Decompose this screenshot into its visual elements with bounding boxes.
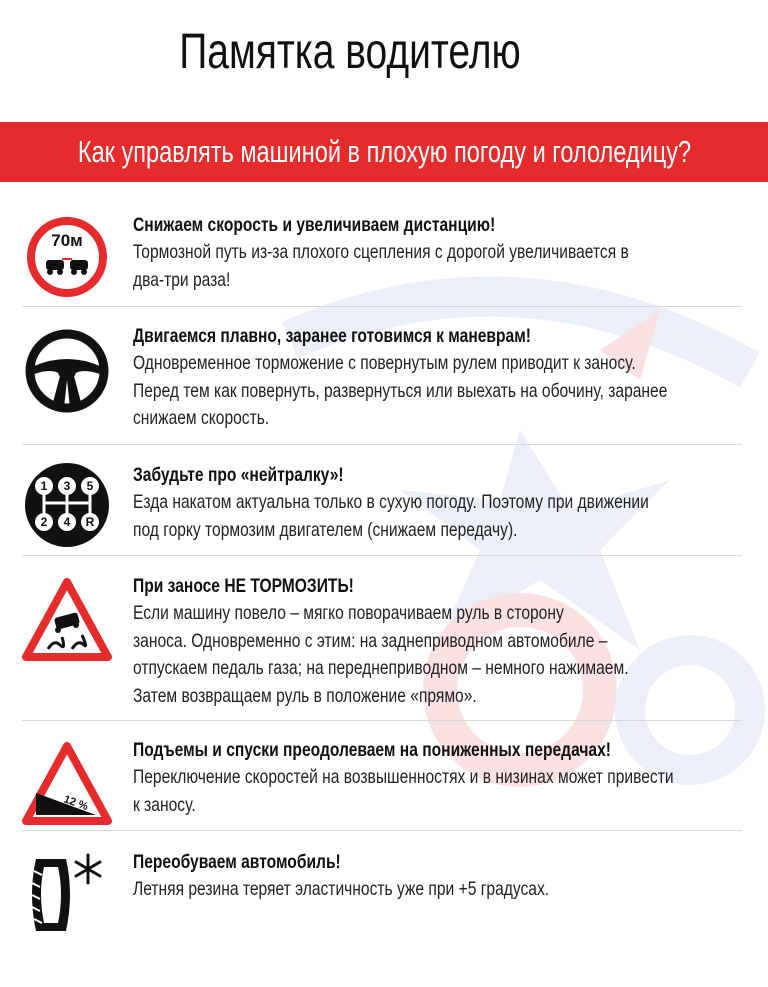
tip-heading: При заносе НЕ ТОРМОЗИТЬ!	[133, 575, 354, 597]
tip-line: под горку тормозим двигателем (снижаем передачу).	[133, 518, 518, 541]
divider	[22, 830, 742, 831]
tip-line: к заносу.	[133, 793, 196, 816]
gear-label: 2	[40, 515, 48, 529]
steep-descent-sign-icon	[22, 741, 112, 831]
grade-label: 12 %	[61, 793, 90, 814]
winter-tire-icon	[22, 849, 112, 939]
tip-line: Летняя резина теряет эластичность уже при +5 градусах.	[133, 878, 550, 900]
tip-heading: Забудьте про «нейтралку»!	[133, 464, 344, 486]
tip-line: снижаем скорость.	[133, 407, 270, 430]
banner-text: Как управлять машиной в плохую погоду и гололедицу?	[77, 134, 691, 169]
gear-label: R	[85, 515, 95, 529]
tip-line: Если машину повело – мягко поворачиваем руль в сторону	[133, 602, 564, 624]
tip-line: Переключение скоростей на возвышенностях и в низинах может привести	[133, 766, 674, 788]
gear-label: 4	[63, 515, 71, 529]
speed-limit-distance-sign-icon	[22, 212, 112, 302]
steering-wheel-icon	[22, 326, 112, 416]
divider	[22, 720, 742, 721]
tip-line: Затем возвращаем руль в положение «прямо».	[133, 684, 477, 707]
gear-shift-pattern-icon	[22, 460, 112, 550]
tip-line: два-три раза!	[133, 268, 231, 291]
tip-line: Езда накатом актуальна только в сухую погоду. Поэтому при движении	[133, 491, 649, 513]
divider	[22, 306, 742, 307]
page-title: Памятка водителю	[179, 23, 521, 79]
divider	[22, 555, 742, 556]
tip-line: Перед тем как повернуть, развернуться или выехать на обочину, заранее	[133, 379, 668, 402]
divider	[22, 444, 742, 445]
question-banner	[0, 122, 768, 182]
tip-line: заноса. Одновременно с этим: на заднеприводном автомобиле –	[133, 629, 608, 652]
tip-heading: Двигаемся плавно, заранее готовимся к маневрам!	[133, 325, 531, 347]
sign-70m-text: 70м	[51, 231, 83, 250]
tip-line: Одновременное торможение с повернутым рулем приводит к заносу.	[133, 352, 636, 374]
tip-heading: Переобуваем автомобиль!	[133, 851, 341, 873]
gear-label: 3	[63, 479, 71, 493]
tip-line: отпускаем педаль газа; на переднеприводном – немного нажимаем.	[133, 657, 629, 680]
tip-heading: Подъемы и спуски преодолеваем на пониженных передачах!	[133, 739, 611, 761]
gear-label: 5	[86, 479, 94, 493]
gear-label: 1	[40, 479, 48, 493]
slippery-road-sign-icon	[22, 577, 112, 667]
tip-line: Тормозной путь из-за плохого сцепления с дорогой увеличивается в	[133, 241, 629, 263]
tip-heading: Снижаем скорость и увеличиваем дистанцию!	[133, 214, 496, 236]
